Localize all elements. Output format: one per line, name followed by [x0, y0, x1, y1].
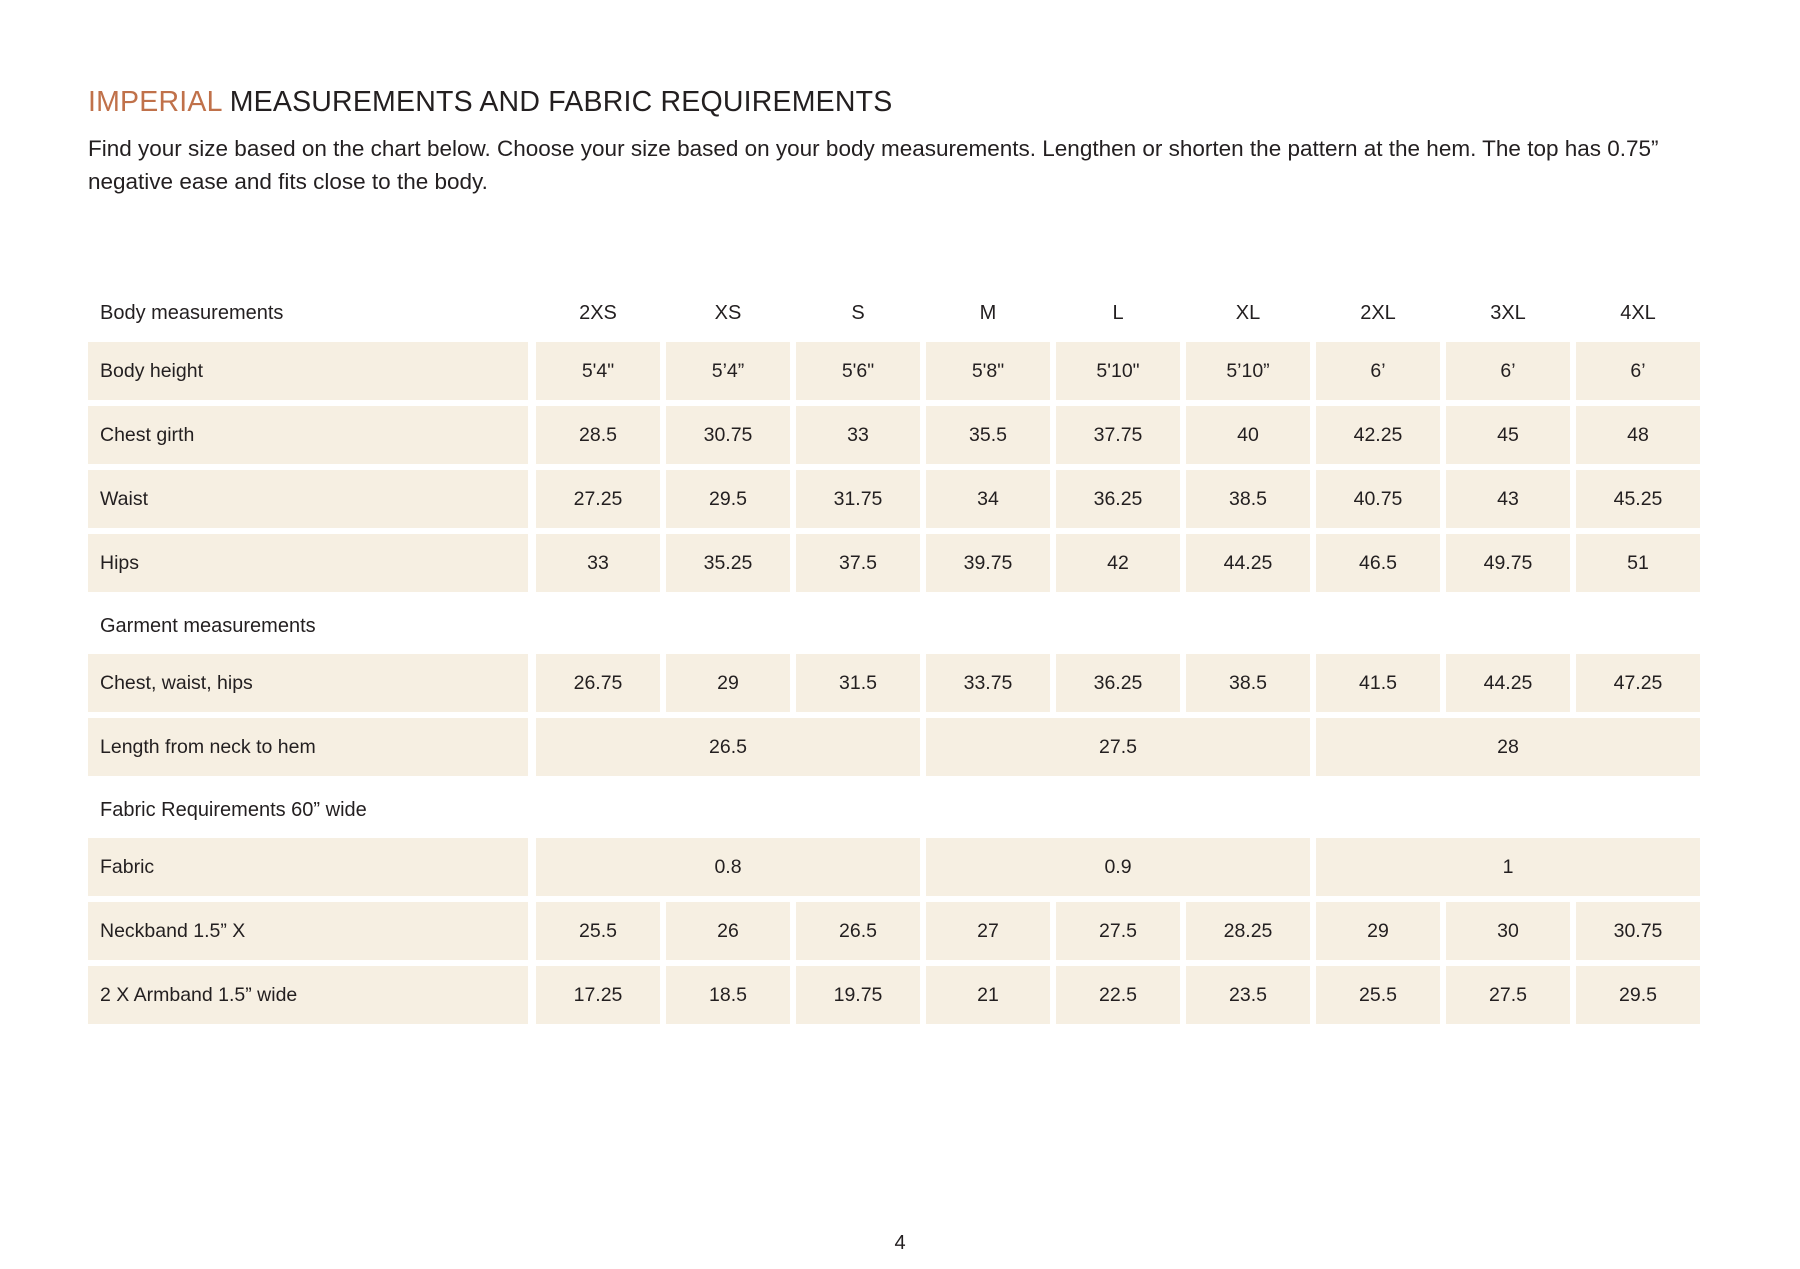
- cell-hips-4xl: 51: [1576, 534, 1700, 592]
- cell-chest-girth-xs: 30.75: [666, 406, 790, 464]
- size-header-m: M: [979, 301, 997, 324]
- row-label-waist: Waist: [88, 470, 528, 528]
- cell-neckband-l: 27.5: [1056, 902, 1180, 960]
- cell-waist-m: 34: [926, 470, 1050, 528]
- column-gap: [528, 290, 536, 336]
- row-label-neckband: Neckband 1.5” X: [88, 902, 528, 960]
- cell-waist-3xl: 43: [1446, 470, 1570, 528]
- cell-neckband-s: 26.5: [796, 902, 920, 960]
- cell-body-height-s: 5'6": [796, 342, 920, 400]
- row-label-body-height: Body height: [88, 342, 528, 400]
- cell-garment-l: 36.25: [1056, 654, 1180, 712]
- cell-garment-xl: 38.5: [1186, 654, 1310, 712]
- cell-waist-2xl: 40.75: [1316, 470, 1440, 528]
- cell-body-height-xl: 5’10”: [1186, 342, 1310, 400]
- cell-waist-xl: 38.5: [1186, 470, 1310, 528]
- column-gap: [528, 470, 536, 528]
- cell-hips-xl: 44.25: [1186, 534, 1310, 592]
- cell-waist-4xl: 45.25: [1576, 470, 1700, 528]
- cell-body-height-2xl: 6’: [1316, 342, 1440, 400]
- cell-body-height-2xs: 5'4": [536, 342, 660, 400]
- column-gap: [528, 654, 536, 712]
- cell-armband-3xl: 27.5: [1446, 966, 1570, 1024]
- cell-waist-l: 36.25: [1056, 470, 1180, 528]
- cell-neckband-xl: 28.25: [1186, 902, 1310, 960]
- cell-armband-4xl: 29.5: [1576, 966, 1700, 1024]
- table-row: [88, 342, 1708, 400]
- size-header-l: L: [1112, 301, 1124, 324]
- cell-chest-girth-l: 37.75: [1056, 406, 1180, 464]
- cell-hips-2xs: 33: [536, 534, 660, 592]
- cell-waist-s: 31.75: [796, 470, 920, 528]
- cell-neckband-2xl: 29: [1316, 902, 1440, 960]
- cell-chest-girth-4xl: 48: [1576, 406, 1700, 464]
- cell-length-3xl-group: 28: [1316, 718, 1700, 776]
- table-row: [88, 534, 1708, 592]
- cell-armband-2xs: 17.25: [536, 966, 660, 1024]
- cell-neckband-m: 27: [926, 902, 1050, 960]
- row-label-chest-waist-hips: Chest, waist, hips: [88, 654, 528, 712]
- cell-armband-2xl: 25.5: [1316, 966, 1440, 1024]
- cell-garment-s: 31.5: [796, 654, 920, 712]
- row-label-chest-girth: Chest girth: [88, 406, 528, 464]
- size-header-2xs: 2XS: [579, 301, 617, 324]
- page-title-rest: MEASUREMENTS AND FABRIC REQUIREMENTS: [221, 86, 893, 118]
- column-gap: [528, 342, 536, 400]
- cell-chest-girth-3xl: 45: [1446, 406, 1570, 464]
- body-measurements-label: Body measurements: [100, 301, 284, 324]
- column-gap: [528, 966, 536, 1024]
- page-number: 4: [894, 1232, 906, 1254]
- size-header-xl: XL: [1235, 301, 1261, 324]
- cell-fabric-xs-group: 0.8: [536, 838, 920, 896]
- table-row: [88, 470, 1708, 528]
- column-gap: [528, 718, 536, 776]
- size-header-4xl: 4XL: [1620, 301, 1656, 324]
- cell-waist-2xs: 27.25: [536, 470, 660, 528]
- cell-hips-l: 42: [1056, 534, 1180, 592]
- cell-length-xs-group: 26.5: [536, 718, 920, 776]
- cell-hips-2xl: 46.5: [1316, 534, 1440, 592]
- cell-garment-3xl: 44.25: [1446, 654, 1570, 712]
- cell-neckband-xs: 26: [666, 902, 790, 960]
- page-title-highlight: IMPERIAL: [88, 86, 222, 118]
- cell-body-height-4xl: 6’: [1576, 342, 1700, 400]
- cell-body-height-3xl: 6’: [1446, 342, 1570, 400]
- cell-chest-girth-s: 33: [796, 406, 920, 464]
- column-gap: [528, 838, 536, 896]
- cell-chest-girth-xl: 40: [1186, 406, 1310, 464]
- page-title: [88, 86, 893, 119]
- row-label-fabric: Fabric: [88, 838, 528, 896]
- cell-neckband-2xs: 25.5: [536, 902, 660, 960]
- cell-body-height-l: 5'10": [1056, 342, 1180, 400]
- garment-measurements-label: Garment measurements: [100, 614, 316, 637]
- cell-hips-m: 39.75: [926, 534, 1050, 592]
- column-gap: [528, 406, 536, 464]
- cell-waist-xs: 29.5: [666, 470, 790, 528]
- size-header-3xl: 3XL: [1490, 301, 1526, 324]
- fabric-requirements-label: Fabric Requirements 60” wide: [100, 798, 367, 821]
- cell-fabric-3xl-group: 1: [1316, 838, 1700, 896]
- table-row: [88, 654, 1708, 712]
- cell-body-height-m: 5'8": [926, 342, 1050, 400]
- size-header-xs: XS: [714, 301, 742, 324]
- table-row: [88, 406, 1708, 464]
- cell-armband-xs: 18.5: [666, 966, 790, 1024]
- cell-chest-girth-2xl: 42.25: [1316, 406, 1440, 464]
- cell-chest-girth-2xs: 28.5: [536, 406, 660, 464]
- table-row: [88, 902, 1708, 960]
- cell-garment-2xl: 41.5: [1316, 654, 1440, 712]
- cell-hips-xs: 35.25: [666, 534, 790, 592]
- cell-armband-m: 21: [926, 966, 1050, 1024]
- size-chart-table: [88, 290, 1708, 1030]
- column-gap: [528, 902, 536, 960]
- cell-body-height-xs: 5’4”: [666, 342, 790, 400]
- cell-length-l-group: 27.5: [926, 718, 1310, 776]
- row-label-hips: Hips: [88, 534, 528, 592]
- cell-fabric-l-group: 0.9: [926, 838, 1310, 896]
- table-row: [88, 718, 1708, 776]
- cell-armband-s: 19.75: [796, 966, 920, 1024]
- row-label-length-neck-to-hem: Length from neck to hem: [88, 718, 528, 776]
- row-label-armband: 2 X Armband 1.5” wide: [88, 966, 528, 1024]
- column-gap: [528, 534, 536, 592]
- size-header-2xl: 2XL: [1360, 301, 1396, 324]
- cell-garment-xs: 29: [666, 654, 790, 712]
- cell-chest-girth-m: 35.5: [926, 406, 1050, 464]
- cell-armband-xl: 23.5: [1186, 966, 1310, 1024]
- intro-paragraph: Find your size based on the chart below. Choose your size based on your body measurements. Lengthen or shorten the pattern at the hem. The top has 0.75” negative ease and fits close to the body.: [88, 136, 1659, 194]
- cell-armband-l: 22.5: [1056, 966, 1180, 1024]
- cell-garment-4xl: 47.25: [1576, 654, 1700, 712]
- cell-hips-3xl: 49.75: [1446, 534, 1570, 592]
- table-row: [88, 966, 1708, 1024]
- size-header-s: S: [851, 301, 865, 324]
- cell-garment-m: 33.75: [926, 654, 1050, 712]
- table-row: [88, 838, 1708, 896]
- cell-hips-s: 37.5: [796, 534, 920, 592]
- cell-neckband-3xl: 30: [1446, 902, 1570, 960]
- cell-garment-2xs: 26.75: [536, 654, 660, 712]
- cell-neckband-4xl: 30.75: [1576, 902, 1700, 960]
- table-header-row: [88, 290, 1708, 336]
